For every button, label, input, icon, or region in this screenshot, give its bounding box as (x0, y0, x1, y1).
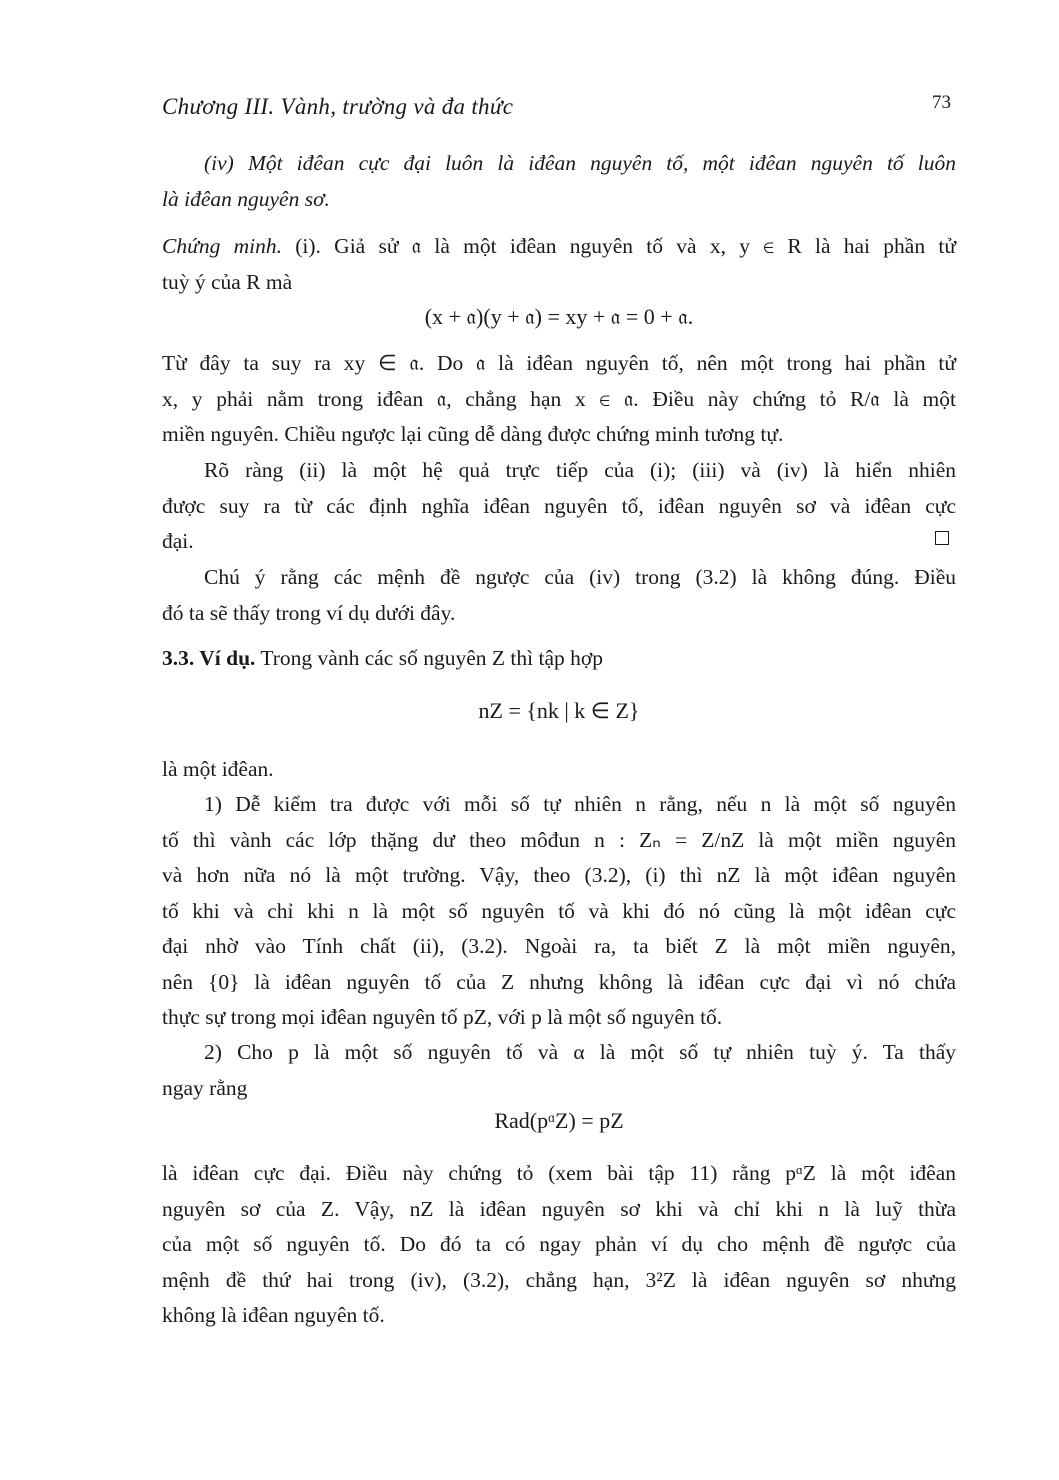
example-after-set (162, 752, 956, 788)
set-equation: nZ = {nk | k ∈ Z} (478, 698, 640, 723)
proof-p2-line-2: được suy ra từ các định nghĩa iđêan nguyên tố, iđêan nguyên sơ và iđêan cực (162, 493, 956, 518)
example-label: 3.3. Ví dụ. (162, 646, 256, 670)
statement-iv-line-1: (iv) Một iđêan cực đại luôn là iđêan nguyên tố, một iđêan nguyên tố luôn (204, 151, 956, 175)
item2-rest-line-3: của một số nguyên tố. Do đó ta có ngay phản ví dụ cho mệnh đề ngược của (162, 1232, 956, 1256)
item1-line-7: thực sự trong mọi iđêan nguyên tố pZ, với p là một số nguyên tố. (162, 1005, 723, 1029)
rad-equation: Rad(pᵅZ) = pZ (494, 1108, 624, 1133)
note-paragraph (162, 560, 956, 631)
proof-line-1 (162, 229, 956, 265)
coset-equation: (x + 𝔞)(y + 𝔞) = xy + 𝔞 = 0 + 𝔞. (424, 304, 694, 329)
page-number: 73 (932, 92, 951, 113)
proof-paragraph-1 (162, 346, 956, 453)
example-after-set-line: là một iđêan. (162, 757, 274, 781)
item2-rest-line-2: nguyên sơ của Z. Vậy, nZ là iđêan nguyên sơ khi và chỉ khi n là luỹ thừa (162, 1196, 956, 1221)
note-line-2: đó ta sẽ thấy trong ví dụ dưới đây. (162, 600, 456, 625)
proof-paragraph-2 (162, 453, 956, 560)
item2-rest-line-4: mệnh đề thứ hai trong (iv), (3.2), chẳng hạn, 3²Z là iđêan nguyên sơ nhưng (162, 1267, 956, 1292)
proof-p1-line-1: Từ đây ta suy ra xy ∈ 𝔞. Do 𝔞 là iđêan nguyên tố, nên một trong hai phần tử (162, 351, 956, 375)
example-intro: Trong vành các số nguyên Z thì tập hợp (255, 646, 603, 670)
proof-line-2: tuỳ ý của R mà (162, 269, 293, 294)
item1-line-4: tố khi và chỉ khi n là một số nguyên tố và khi đó nó cũng là một iđêan cực (162, 898, 956, 923)
item2-rest-line-1: là iđêan cực đại. Điều này chứng tỏ (xem bài tập 11) rằng pᵅZ là một iđêan (162, 1161, 956, 1185)
proof-line-1-text: (i). Giả sử 𝔞 là một iđêan nguyên tố và x, y ∈ R là hai phần tử (281, 234, 956, 258)
item1-line-3: và hơn nữa nó là một trường. Vậy, theo (3.2), (i) thì nZ là một iđêan nguyên (162, 863, 956, 887)
item1-line-1: 1) Dễ kiểm tra được với mỗi số tự nhiên n rằng, nếu n là một số nguyên (204, 792, 956, 816)
item1-line-5: đại nhờ vào Tính chất (ii), (3.2). Ngoài ra, ta biết Z là một miền nguyên, (162, 934, 956, 958)
proof-p1-line-3: miền nguyên. Chiều ngược lại cũng dễ dàng được chứng minh tương tự. (162, 422, 784, 446)
example-item-2 (162, 1035, 956, 1106)
item2-rest-line-5: không là iđêan nguyên tố. (162, 1303, 385, 1327)
example-item-1 (162, 787, 956, 1036)
item2-line-1: 2) Cho p là một số nguyên tố và α là một số tự nhiên tuỳ ý. Ta thấy (204, 1040, 956, 1064)
example-heading (162, 641, 956, 677)
chapter-header: Chương III. Vành, trường và đa thức (162, 94, 514, 119)
item1-line-2: tố thì vành các lớp thặng dư theo môđun n : Zₙ = Z/nZ là một miền nguyên (162, 827, 956, 852)
item2-line-2: ngay rằng (162, 1075, 248, 1100)
proof-label: Chứng minh. (162, 234, 282, 258)
proof-p1-line-2: x, y phải nằm trong iđêan 𝔞, chẳng hạn x ∈ 𝔞. Điều này chứng tỏ R/𝔞 là một (162, 386, 956, 411)
note-line-1: Chú ý rằng các mệnh đề ngược của (iv) trong (3.2) là không đúng. Điều (204, 565, 956, 589)
statement-iv (162, 146, 956, 217)
proof-p2-line-3: đại. (162, 529, 194, 553)
statement-iv-line-2: là iđêan nguyên sơ. (162, 186, 330, 211)
proof-opening (162, 229, 956, 300)
example-heading-line (162, 641, 956, 677)
qed-box-icon (935, 531, 949, 545)
proof-p2-line-1: Rõ ràng (ii) là một hệ quả trực tiếp của (i); (iii) và (iv) là hiển nhiên (204, 458, 956, 482)
item1-line-6: nên {0} là iđêan nguyên tố của Z nhưng không là iđêan cực đại vì nó chứa (162, 969, 956, 994)
example-item-2-continued (162, 1156, 956, 1334)
